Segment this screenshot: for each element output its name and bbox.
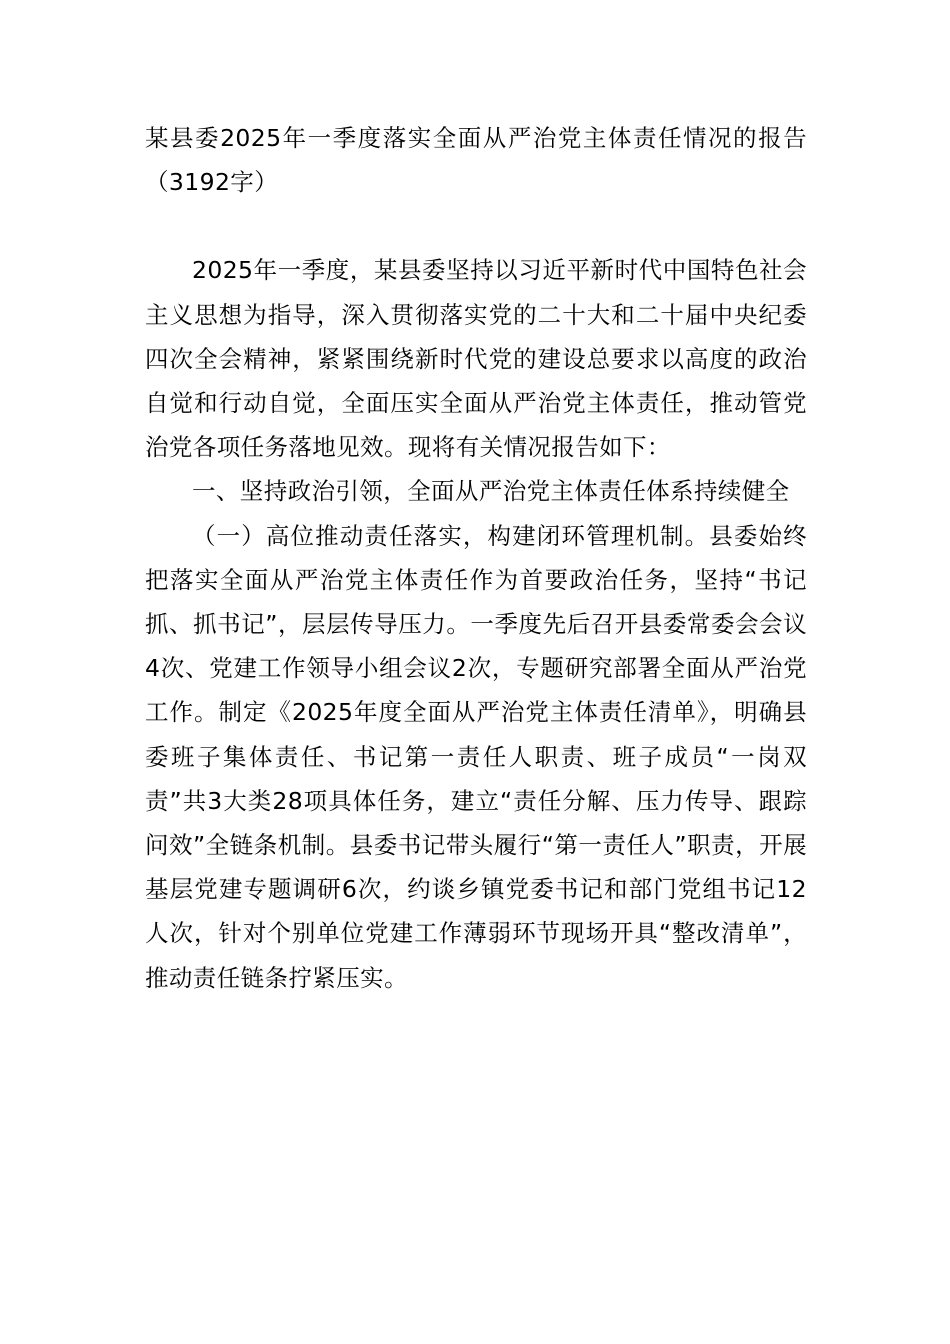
paragraph-intro: 2025年一季度，某县委坚持以习近平新时代中国特色社会主义思想为指导，深入贯彻落实党的二十大和二十届中央纪委四次全会精神，紧紧围绕新时代党的建设总要求以高度的政治自觉和行动自觉，全面压实全面从严治党主体责任，推动管党治党各项任务落地见效。现将有关情况报告如下： (145, 256, 807, 462)
paragraph-subsection-1: （一）高位推动责任落实，构建闭环管理机制。县委始终把落实全面从严治党主体责任作为首要政治任务，坚持“书记抓、抓书记”，层层传导压力。一季度先后召开县委常委会会议4次、党建工作领导小组会议2次，专题研究部署全面从严治党工作。制定《2025年度全面从严治党主体责任清单》，明确县委班子集体责任、书记第一责任人职责、班子成员“一岗双责”共3大类28项具体任务，建立“责任分解、压力传导、跟踪问效”全链条机制。县委书记带头履行“第一责任人”职责，开展基层党建专题调研6次，约谈乡镇党委书记和部门党组书记12人次，针对个别单位党建工作薄弱环节现场开具“整改清单”，推动责任链条拧紧压实。 (145, 521, 807, 992)
document-title: 某县委2025年一季度落实全面从严治党主体责任情况的报告（3192字） (145, 124, 807, 197)
section-heading-1: 一、坚持政治引领，全面从严治党主体责任体系持续健全 (192, 477, 790, 506)
document-body (145, 116, 807, 1000)
